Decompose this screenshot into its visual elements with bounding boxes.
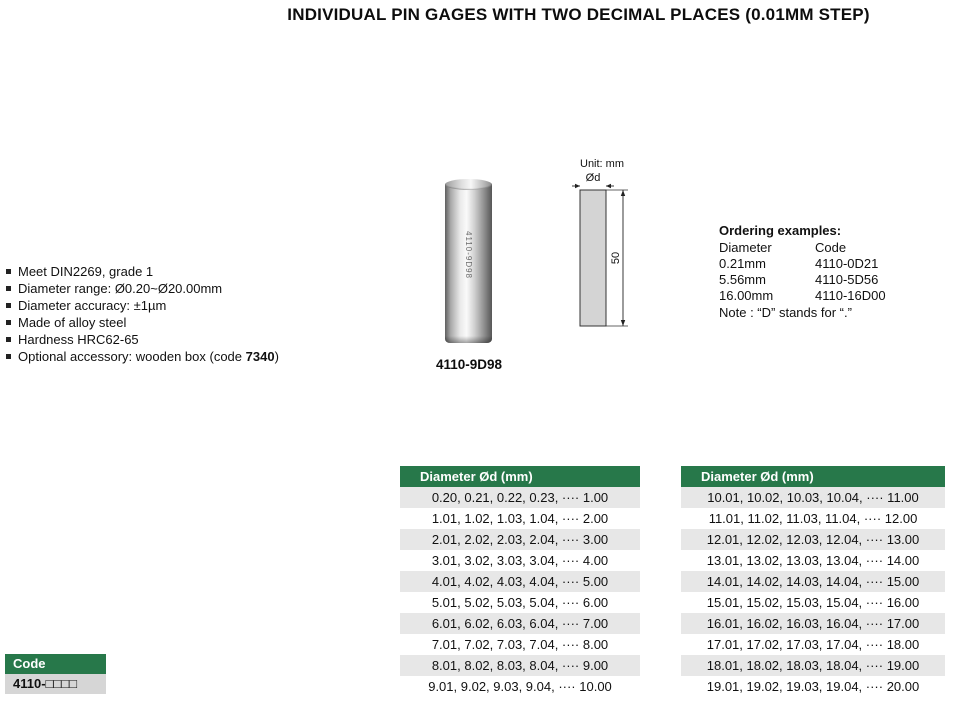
table-row: 10.01, 10.02, 10.03, 10.04, ···· 11.00 [681,487,945,508]
bullet-icon [6,269,11,274]
accessory-code: 7340 [245,349,275,364]
bullet-icon [6,303,11,308]
table-row: 7.01, 7.02, 7.03, 7.04, ···· 8.00 [400,634,640,655]
ordering-diameter: 0.21mm [719,256,766,271]
ordering-table [719,240,954,304]
dimension-drawing [572,156,642,346]
diameter-table-right [681,466,945,697]
table-row: 14.01, 14.02, 14.03, 14.04, ···· 15.00 [681,571,945,592]
features-list [6,263,279,365]
pin-gage-photo [445,179,492,343]
page-title: INDIVIDUAL PIN GAGES WITH TWO DECIMAL PLACES (0.01MM STEP) [287,5,870,24]
diameter-table-left [400,466,640,697]
pin-engraving-text: 4110-9D98 [464,231,473,279]
ordering-diameter: 5.56mm [719,272,766,287]
ordering-examples [719,223,954,321]
ordering-code: 4110-16D00 [815,288,886,303]
feature-item [6,297,279,314]
pin-top-face [445,179,492,190]
bullet-icon [6,354,11,359]
table-row: 8.01, 8.02, 8.03, 8.04, ···· 9.00 [400,655,640,676]
ordering-title: Ordering examples: [719,223,842,238]
table-row: 12.01, 12.02, 12.03, 12.04, ···· 13.00 [681,529,945,550]
bullet-icon [6,337,11,342]
table-row: 18.01, 18.02, 18.03, 18.04, ···· 19.00 [681,655,945,676]
feature-item-accessory [6,348,279,365]
table-row: 5.01, 5.02, 5.03, 5.04, ···· 6.00 [400,592,640,613]
feature-text: Hardness HRC62-65 [18,332,139,347]
code-box-value: 4110-□□□□ [5,674,106,694]
dimension-drawing-svg [572,156,642,346]
feature-text: Diameter accuracy: ±1µm [18,298,167,313]
length-dimension: 50 [610,251,622,265]
arrow-down-icon [621,320,625,326]
feature-item [6,331,279,348]
table-row: 1.01, 1.02, 1.03, 1.04, ···· 2.00 [400,508,640,529]
diameter-label: Ød [585,172,601,184]
feature-item [6,314,279,331]
table-row: 6.01, 6.02, 6.03, 6.04, ···· 7.00 [400,613,640,634]
feature-text [18,348,279,365]
feature-text: Meet DIN2269, grade 1 [18,264,154,279]
feature-text: Diameter range: Ø0.20~Ø20.00mm [18,281,223,296]
table-row: 17.01, 17.02, 17.03, 17.04, ···· 18.00 [681,634,945,655]
arrow-left-icon [606,184,611,188]
product-model-label: 4110-9D98 [435,357,503,372]
table-row: 13.01, 13.02, 13.03, 13.04, ···· 14.00 [681,550,945,571]
accessory-text-suffix: ) [274,349,279,364]
arrow-up-icon [621,190,625,196]
feature-item [6,263,279,280]
code-box [5,654,106,694]
table-row: 2.01, 2.02, 2.03, 2.04, ···· 3.00 [400,529,640,550]
bullet-icon [6,286,11,291]
table-header: Diameter Ød (mm) [400,466,640,487]
table-row: 3.01, 3.02, 3.03, 3.04, ···· 4.00 [400,550,640,571]
table-row: 15.01, 15.02, 15.03, 15.04, ···· 16.00 [681,592,945,613]
table-row: 19.01, 19.02, 19.03, 19.04, ···· 20.00 [681,676,945,697]
bullet-icon [6,320,11,325]
accessory-text: Optional accessory: wooden box (code [18,349,246,364]
table-row: 4.01, 4.02, 4.03, 4.04, ···· 5.00 [400,571,640,592]
table-row: 16.01, 16.02, 16.03, 16.04, ···· 17.00 [681,613,945,634]
ordering-note: Note : “D” stands for “.” [719,305,852,320]
ordering-col-code: Code [815,240,847,255]
pin-outline-rect [580,190,606,326]
table-row: 9.01, 9.02, 9.03, 9.04, ···· 10.00 [400,676,640,697]
arrow-right-icon [575,184,580,188]
ordering-code: 4110-0D21 [815,256,879,271]
code-box-header: Code [5,654,106,674]
feature-item [6,280,279,297]
ordering-code: 4110-5D56 [815,272,879,287]
ordering-col-diameter: Diameter [719,240,772,255]
table-row: 0.20, 0.21, 0.22, 0.23, ···· 1.00 [400,487,640,508]
unit-label: Unit: mm [580,158,624,170]
feature-text: Made of alloy steel [18,315,127,330]
table-header: Diameter Ød (mm) [681,466,945,487]
ordering-diameter: 16.00mm [719,288,774,303]
table-row: 11.01, 11.02, 11.03, 11.04, ···· 12.00 [681,508,945,529]
